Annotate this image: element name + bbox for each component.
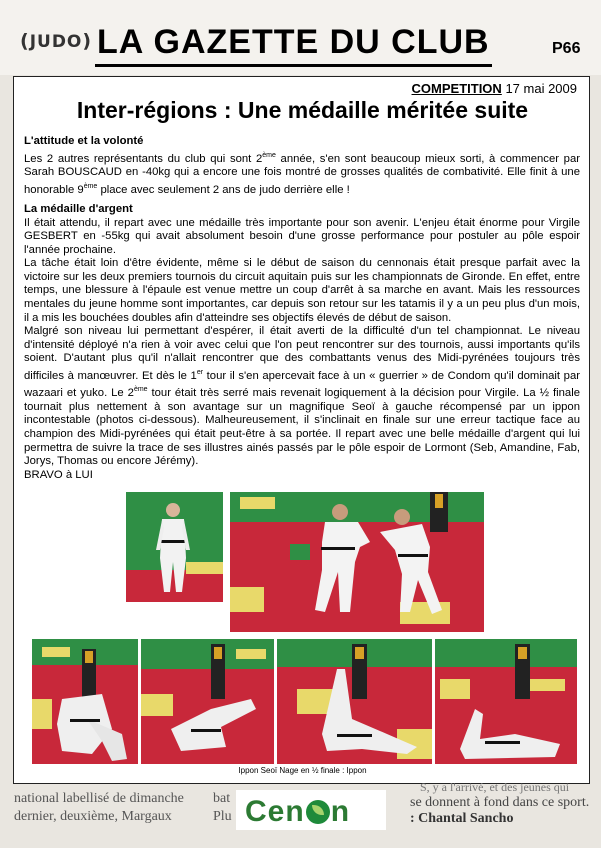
photo-seoi-4	[435, 639, 577, 764]
photo-seoi-1	[32, 639, 138, 764]
cenon-logo: Cen n	[245, 795, 351, 828]
article-date: 17 mai 2009	[505, 81, 577, 96]
photo-seoi-3	[277, 639, 432, 764]
section-logo: (JUDO)	[20, 30, 93, 52]
newsprint-left-2: dernier, deuxième, Margaux	[14, 809, 172, 824]
article-category: COMPETITION	[411, 81, 502, 96]
newsprint-left-1: national labellisé de dimanche	[14, 791, 184, 806]
paragraph-attitude: Les 2 autres représentants du club qui sont 2ème année, s'en sont beaucoup mieux sorti, à commencer par Sarah BOUSCAUD en -40kg qui a encore une fois montré de grosses qualités de combativité. Elle finit à une honorable 9ème place avec seulement 2 ans de judo derrière elle !	[24, 151, 580, 196]
newsprint-mid-1: bat	[213, 791, 231, 806]
photo-seoi-2	[141, 639, 274, 764]
photo-caption: Ippon Seoï Nage en ½ finale : Ippon	[238, 766, 367, 775]
photo-virgile-standing	[126, 492, 223, 602]
newsprint-right-top: S, y a l'arrivé, et des jeunes qui	[420, 780, 570, 794]
section-heading-attitude: L'attitude et la volonté	[24, 135, 144, 147]
paragraph-medal-3: Malgré son niveau lui permettant d'espérer, il était averti de la difficulté d'un tel championnat. Le niveau d'intensité déployé n'a rien à voir avec celui que l'on peut rencontrer sur des tournois, aussi importants qu'ils soient. D'autant plus qu'il n'allait rencontrer que des combattants venus des Midi-pyrénées toujours très difficiles à manœuvrer. Et dès le 1er tour il s'en apercevait face à un « guerrier » de Condom qu'il dominait par wazaari et yuko. Le 2ème tour était très serré mais revenait logiquement à la décision pour Virgile. La ½ finale tournait plus nettement à son avantage sur un magnifique Seoï à gauche récompensé par un ippon incontestable (photos ci-dessous). Malheureusement, il s'inclinait en finale sur une erreur tactique face au champion des Midi-pyrénées qui était peut-être à sa portée. Il repart avec une belle médaille d'argent qui lui permettra de suivre la trace de ses illustres ainés passés par le pôle espoir de Lormont (Seb, Amandine, Fab, Jorys, Thomas ou encore Jérémy).	[24, 325, 580, 468]
masthead-title: LA GAZETTE DU CLUB	[95, 20, 492, 67]
paragraph-bravo: BRAVO à LUI	[24, 468, 93, 481]
page-number: P66	[552, 40, 581, 57]
newsprint-right-2: : Chantal Sancho	[410, 811, 514, 826]
section-heading-medal: La médaille d'argent	[24, 202, 133, 215]
newsprint-mid-2: Plu	[213, 809, 232, 824]
article-headline: Inter-régions : Une médaille méritée suite	[76, 97, 529, 123]
article-meta	[412, 81, 577, 96]
article-body	[24, 135, 580, 482]
photo-fight-standing	[230, 492, 484, 632]
article-frame	[13, 76, 590, 784]
paragraph-medal-2: La tâche était loin d'être évidente, même si le début de saison du cennonais était presque parfait avec la victoire sur les deux premiers tournois du circuit aquitain puis sur les championnats de Gironde. En effet, entre temps, une blessure à l'épaule est venue mettre un coup d'arrêt à sa marche en avant. Mais les ressources mentales du jeune homme sont importantes, car depuis son retour sur les tatamis il y a un peu plus d'un mois, il a mis les bouchées doubles afin d'atteindre ses objectifs élevés de début de saison.	[24, 257, 580, 324]
newsprint-right-1: se donnent à fond dans ce sport.	[410, 795, 590, 810]
paragraph-medal-1: Il était attendu, il repart avec une médaille très importante pour son avenir. L'enjeu était énorme pour Virgile GESBERT en -55kg qui avait absolument besoin d'une grosse performance pour postuler au pôle espoir l'année prochaine.	[24, 216, 580, 256]
leaf-icon	[306, 800, 330, 824]
